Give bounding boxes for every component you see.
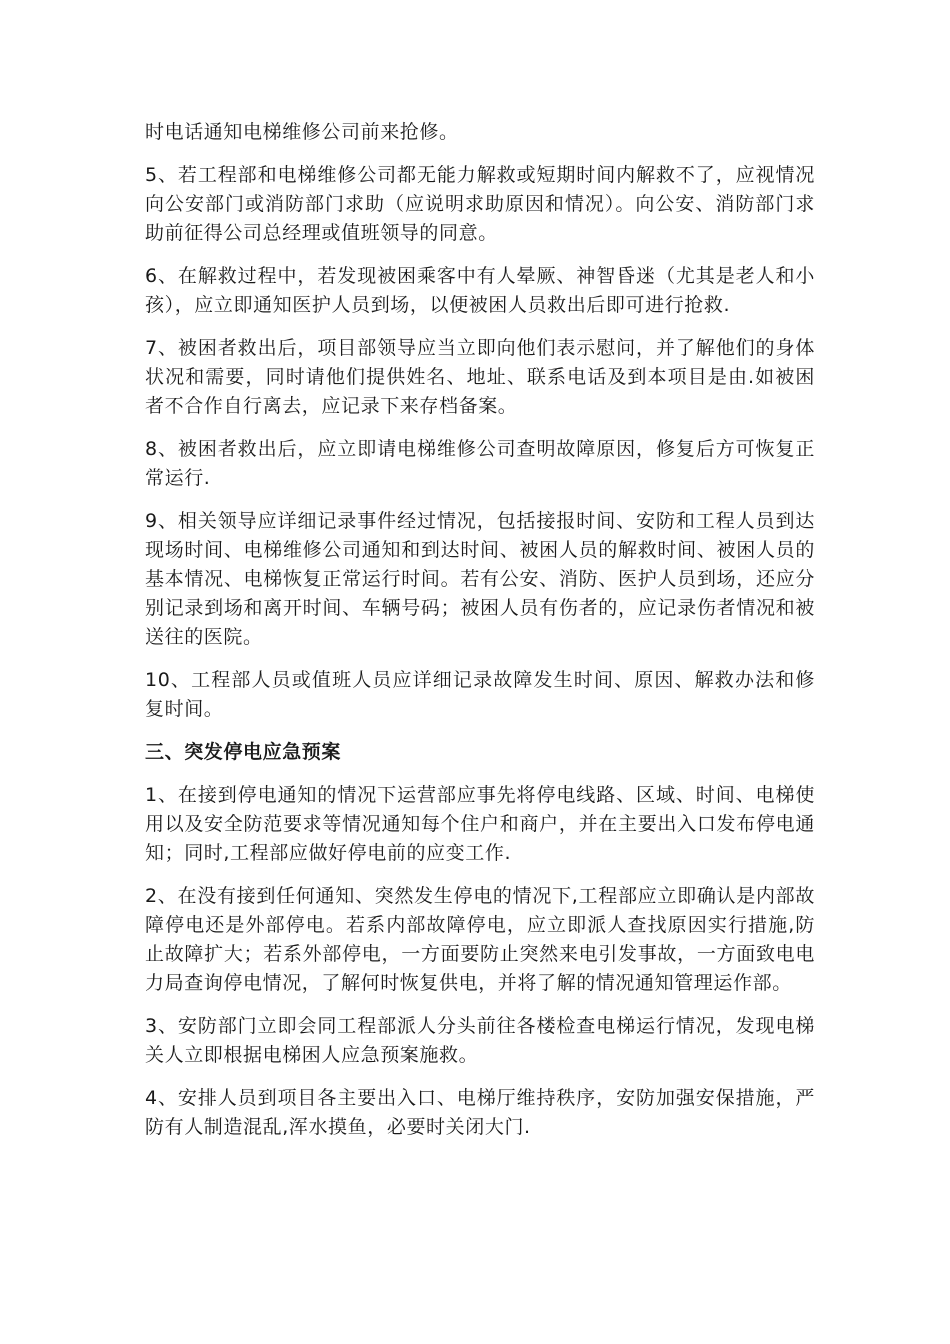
document-body bbox=[145, 118, 815, 1156]
paragraph-item-8: 8、被困者救出后，应立即请电梯维修公司查明故障原因，修复后方可恢复正常运行. bbox=[145, 438, 815, 489]
paragraph-item-7: 7、被困者救出后，项目部领导应当立即向他们表示慰问，并了解他们的身体状况和需要，同时请他们提供姓名、地址、联系电话及到本项目是由.如被困者不合作自行离去，应记录下来存档备案。 bbox=[145, 337, 815, 417]
paragraph-item-9: 9、相关领导应详细记录事件经过情况，包括接报时间、安防和工程人员到达现场时间、电梯维修公司通知和到达时间、被困人员的解救时间、被困人员的基本情况、电梯恢复正常运行时间。若有公安、消防、医护人员到场，还应分别记录到场和离开时间、车辆号码；被困人员有伤者的，应记录伤者情况和被送往的医院。 bbox=[145, 510, 815, 648]
paragraph-item-10: 10、工程部人员或值班人员应详细记录故障发生时间、原因、解救办法和修复时间。 bbox=[145, 669, 815, 720]
paragraph-continuation: 时电话通知电梯维修公司前来抢修。 bbox=[145, 121, 459, 143]
section-item-4: 4、安排人员到项目各主要出入口、电梯厅维持秩序，安防加强安保措施，严防有人制造混乱,浑水摸鱼，必要时关闭大门. bbox=[145, 1087, 815, 1138]
section-item-2: 2、在没有接到任何通知、突然发生停电的情况下,工程部应立即确认是内部故障停电还是外部停电。若系内部故障停电，应立即派人查找原因实行措施,防止故障扩大；若系外部停电，一方面要防止突然来电引发事故，一方面致电电力局查询停电情况，了解何时恢复供电，并将了解的情况通知管理运作部。 bbox=[145, 885, 815, 994]
section-heading: 三、突发停电应急预案 bbox=[145, 741, 342, 763]
section-item-1: 1、在接到停电通知的情况下运营部应事先将停电线路、区域、时间、电梯使用以及安全防范要求等情况通知每个住户和商户，并在主要出入口发布停电通知；同时,工程部应做好停电前的应变工作. bbox=[145, 784, 815, 864]
paragraph-item-5: 5、若工程部和电梯维修公司都无能力解救或短期时间内解救不了，应视情况向公安部门或消防部门求助（应说明求助原因和情况）。向公安、消防部门求助前征得公司总经理或值班领导的同意。 bbox=[145, 164, 815, 244]
section-item-3: 3、安防部门立即会同工程部派人分头前往各楼检查电梯运行情况，发现电梯关人立即根据电梯困人应急预案施救。 bbox=[145, 1015, 815, 1066]
paragraph-item-6: 6、在解救过程中，若发现被困乘客中有人晕厥、神智昏迷（尤其是老人和小孩），应立即通知医护人员到场，以便被困人员救出后即可进行抢救. bbox=[145, 265, 815, 316]
